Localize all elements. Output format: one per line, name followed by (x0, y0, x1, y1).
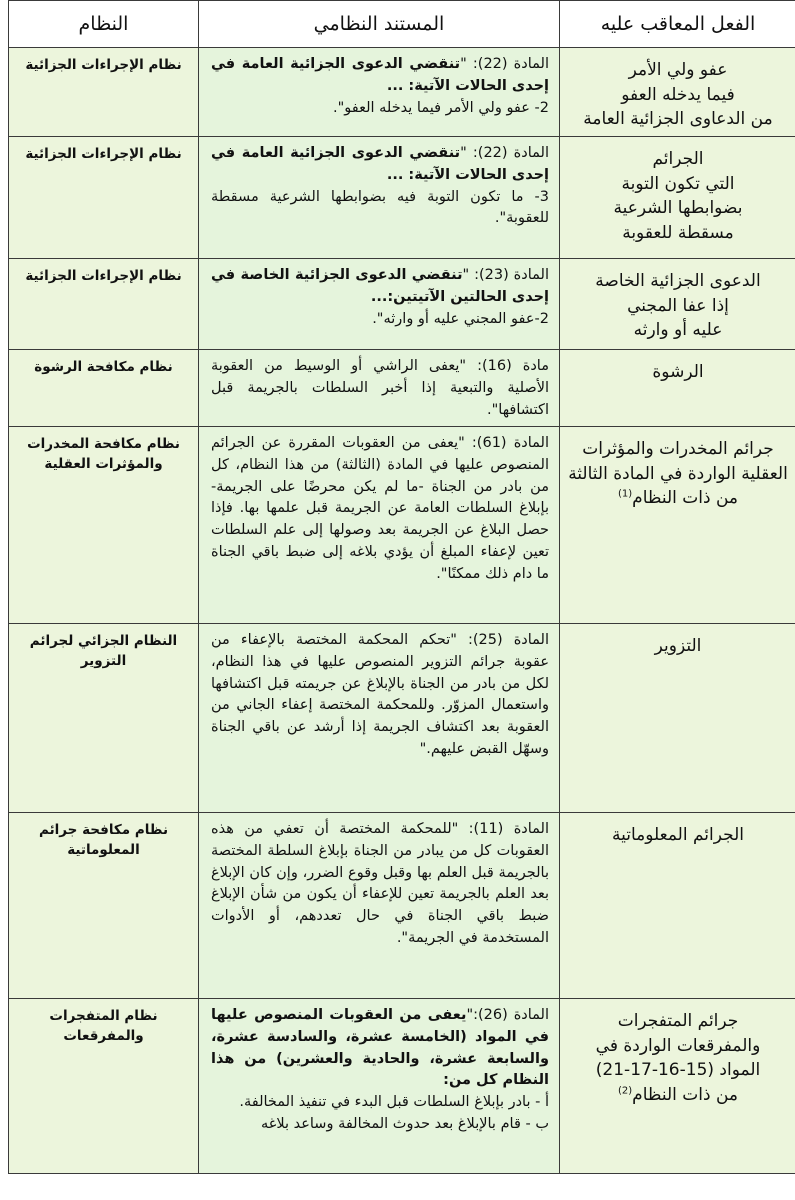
article-text: المادة (22): " (460, 56, 549, 72)
act-line: التزوير (654, 636, 702, 656)
cell-legal-document (199, 813, 560, 999)
cell-legal-document (199, 624, 560, 813)
table-row (9, 427, 795, 624)
act-line: بضوابطها الشرعية (613, 198, 743, 219)
cell-legal-document (199, 999, 560, 1174)
regulation-name: نظام مكافحة الرشوة (34, 359, 173, 375)
act-line-with-note (566, 1083, 790, 1108)
regulation-name: النظام الجزائي لجرائم التزوير (29, 633, 178, 669)
cell-punishable-act (560, 999, 795, 1174)
table-row (9, 48, 795, 137)
article-text: المادة (23): " (462, 267, 549, 283)
cell-regulation-name (9, 137, 199, 259)
article-bold-text: تنقضي الدعوى الجزائية العامة في إحدى الحالات الآتية: ... (211, 145, 549, 183)
table-row (9, 137, 795, 259)
act-line: الدعوى الجزائية الخاصة (595, 271, 761, 291)
cell-punishable-act (560, 259, 795, 350)
header-system: النظام (9, 1, 199, 48)
article-bold-text: يعفى من العقوبات المنصوص عليها في المواد (الخامسة عشرة، والسادسة عشرة، والسابعة عشرة، والحادية والعشرين) من هذا النظام كل من: (211, 1007, 549, 1089)
cell-legal-document (199, 259, 560, 350)
act-line: عليه أو وارثه (633, 320, 723, 341)
regulation-name: نظام الإجراءات الجزائية (25, 268, 182, 284)
article-text: مادة (16): "يعفى الراشي أو الوسيط من العقوبة الأصلية والتبعية إذا أخبر السلطات بالجريمة قبل اكتشافها". (211, 358, 549, 418)
act-line: جرائم المخدرات والمؤثرات العقلية الواردة في المادة الثالثة من ذات النظام (568, 439, 788, 509)
cell-legal-document (199, 427, 560, 624)
act-line: مسقطة للعقوبة (622, 222, 734, 243)
act-line: الرشوة (652, 362, 704, 382)
act-line: عفو ولي الأمر (628, 60, 728, 80)
cell-legal-document (199, 350, 560, 427)
article-text: المادة (11): "للمحكمة المختصة أن تعفي من هذه العقوبات كل من يبادر من الجناة بإبلاغ السلطة المختصة بالجريمة قبل العلم بها وقبل وقوع الضرر، وإن كان الإبلاغ بعد العلم بالجريمة تعين للإعفاء أن يكون من شأن الإبلاغ ضبط باقي الجناة في حال تعددهم، أو الأدوات المستخدمة في الجريمة". (211, 821, 549, 946)
act-line: فيما يدخله العفو (621, 84, 735, 105)
cell-punishable-act (560, 48, 795, 137)
act-line: إذا عفا المجني (627, 295, 729, 316)
cell-punishable-act (560, 137, 795, 259)
cell-legal-document (199, 137, 560, 259)
act-line: من ذات النظام (632, 1084, 739, 1105)
article-bold-text: تنقضي الدعوى الجزائية الخاصة في إحدى الحالتين الآتيتين:... (211, 267, 549, 305)
article-text: 2- عفو ولي الأمر فيما يدخله العفو". (332, 99, 549, 116)
article-bold-text: تنقضي الدعوى الجزائية العامة في إحدى الحالات الآتية: ... (211, 56, 549, 94)
article-text: 3- ما تكون التوبة فيه بضوابطها الشرعية مسقطة للعقوبة". (211, 188, 549, 227)
article-text: المادة (26):" (466, 1007, 549, 1023)
cell-regulation-name (9, 259, 199, 350)
header-act: الفعل المعاقب عليه (560, 1, 795, 48)
article-text: المادة (61): "يعفى من العقوبات المقررة عن الجرائم المنصوص عليها في المادة (الثالثة) من هذا النظام، كل من بادر من الجناة -ما لم يكن محرضًا على الجريمة- بإبلاغ السلطات العامة عن الجريمة قبل علمها بها. فإذا حصل البلاغ عن الجريمة بعد وصولها إلى علم السلطات تعين لإعفاء المبلغ أن يؤدي بلاغه إلى ضبط باقي الجناة ما دام ذلك ممكنًا". (211, 435, 549, 582)
article-text: ب - قام بالإبلاغ بعد حدوث المخالفة وساعد بلاغه (260, 1115, 549, 1132)
penalty-exemption-table (8, 0, 795, 1174)
cell-regulation-name (9, 813, 199, 999)
article-text: 2-عفو المجني عليه أو وارثه". (372, 310, 549, 327)
cell-punishable-act (560, 350, 795, 427)
footnote-marker: (1) (617, 488, 633, 500)
table-row (9, 259, 795, 350)
table-row (9, 350, 795, 427)
act-line-with-note (566, 437, 790, 511)
cell-regulation-name (9, 350, 199, 427)
act-line: المواد (15-16-17-21) (595, 1060, 761, 1081)
article-text: المادة (22): " (460, 145, 549, 161)
regulation-name: نظام الإجراءات الجزائية (25, 146, 182, 162)
act-line: الجرائم (652, 149, 704, 169)
cell-punishable-act (560, 427, 795, 624)
act-line: والمفرقعات الواردة في (595, 1035, 761, 1056)
regulation-name: نظام مكافحة جرائم المعلوماتية (38, 822, 169, 858)
header-row (9, 1, 795, 48)
act-line: التي تكون التوبة (621, 173, 735, 194)
cell-regulation-name (9, 999, 199, 1174)
regulation-name: نظام المتفجرات والمفرقعات (49, 1008, 158, 1044)
cell-punishable-act (560, 813, 795, 999)
article-text: أ - بادر بإبلاغ السلطات قبل البدء في تنفيذ المخالفة. (239, 1094, 549, 1110)
regulation-name: نظام مكافحة المخدرات والمؤثرات العقلية (27, 436, 180, 472)
cell-regulation-name (9, 624, 199, 813)
footnote-marker: (2) (617, 1085, 633, 1097)
cell-punishable-act (560, 624, 795, 813)
cell-regulation-name (9, 48, 199, 137)
header-document: المستند النظامي (199, 1, 560, 48)
cell-regulation-name (9, 427, 199, 624)
act-line: جرائم المتفجرات (617, 1011, 739, 1031)
table-row (9, 624, 795, 813)
cell-legal-document (199, 48, 560, 137)
article-text: المادة (25): "تحكم المحكمة المختصة بالإعفاء من عقوبة جرائم التزوير المنصوص عليها في هذا النظام، لكل من بادر من الجناة بالإبلاغ عن جريمته قبل اكتشافها واستعمال المزوّر. وللمحكمة المختصة إعفاء الجاني من العقوبة بعد اكتشاف الجريمة إذا أرشد عن باقي الجناة وسهّل القبض عليهم." (211, 632, 549, 757)
act-line: الجرائم المعلوماتية (611, 825, 745, 845)
table-row (9, 813, 795, 999)
act-line: من الدعاوى الجزائية العامة (583, 109, 773, 130)
table-row (9, 999, 795, 1174)
regulation-name: نظام الإجراءات الجزائية (25, 57, 182, 73)
